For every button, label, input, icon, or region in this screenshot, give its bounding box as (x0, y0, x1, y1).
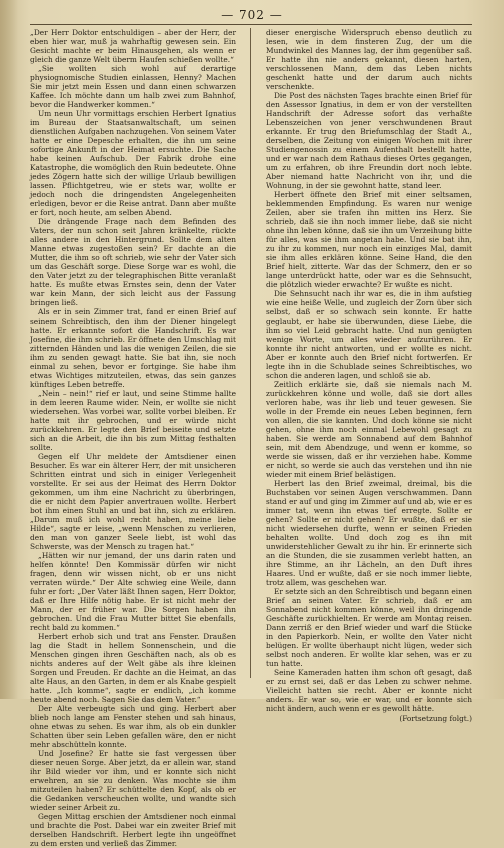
paragraph: „Sie wollten sich wohl auf derartige physiognomische Studien einlassen, Henny? Machen Sie mir jetzt mein Essen und dann einen schwarzen Kaffee. Ich möchte dann um halb zwei zum Bahnhof, bevor die Handwerker kommen.“ (30, 64, 236, 110)
paragraph: Der Alte verbeugte sich und ging. Herbert aber blieb noch lange am Fenster stehen und sah hinaus, ohne etwas zu sehen. Es war ihm, als ob ein dunkler Schatten über sein Leben gefallen wäre, den er nicht mehr abschütteln konnte. (30, 704, 236, 750)
paragraph: Als er in sein Zimmer trat, fand er einen Brief auf seinem Schreibtisch, den ihm der Diener hingelegt hatte. Er erkannte sofort die Handschrift. Es war Josefine, die ihm schrieb. Er öffnete den Umschlag mit zitternden Händen und las die wenigen Zeilen, die sie ihm zu senden gewagt hatte. Sie bat ihn, sie noch einmal zu sehen, bevor er fortginge. Sie habe ihm etwas Wichtiges mitzuteilen, etwas, das sein ganzes künftiges Leben betreffe. (30, 307, 236, 389)
continuation-note: (Fortsetzung folgt.) (399, 714, 472, 724)
paragraph: Die drängende Frage nach dem Befinden des Vaters, der nun schon seit Jahren kränkelte, rückte alles andere in den Hintergrund. Sollte dem alten Manne etwas zugestoßen sein? Er dachte an die Mutter, die ihm so oft schrieb, wie sehr der Vater sich um das Geschäft sorge. Diese Sorge war es wohl, die den Vater jetzt zu der telegraphischen Bitte veranlaßt hatte. Es mußte etwas Ernstes sein, denn der Vater war kein Mann, der sich leicht aus der Fassung bringen ließ. (30, 217, 236, 308)
paragraph: Die Sehnsucht nach ihr war es, die in ihm aufstieg wie eine heiße Welle, und zugleich der Zorn über sich selbst, daß er so schwach sein konnte. Er hatte geglaubt, er habe sie überwunden, diese Liebe, die ihm so viel Leid gebracht hatte. Und nun genügten wenige Worte, um alles wieder aufzurühren. Er konnte ihr nicht antworten, und er wollte es nicht. Aber er konnte auch den Brief nicht fortwerfen. Er legte ihn in die Schublade seines Schreibtisches, wo schon die anderen lagen, und schloß sie ab. (266, 289, 472, 380)
paragraph: dieser energische Widerspruch ebenso deutlich zu lesen, wie in dem finsteren Zug, der um die Mundwinkel des Mannes lag, der ihm gegenüber saß. Er hatte ihn nie anders gekannt, diesen harten, verschlossenen Mann, dem das Leben nichts geschenkt hatte und der darum auch nichts verschenkte. (266, 28, 472, 92)
paragraph: Herbert öffnete den Brief mit einer seltsamen, beklemmenden Empfindung. Es waren nur wenige Zeilen, aber sie trafen ihn mitten ins Herz. Sie schrieb, daß sie ihn noch immer liebe, daß sie nicht ohne ihn leben könne, daß sie ihn um Verzeihung bitte für alles, was sie ihm angetan habe. Und sie bat ihn, zu ihr zu kommen, nur noch ein einziges Mal, damit sie ihm alles erklären könne. Seine Hand, die den Brief hielt, zitterte. War das der Schmerz, den er so lange unterdrückt hatte, oder war es die Sehnsucht, die plötzlich wieder erwachte? Er wußte es nicht. (266, 190, 472, 290)
paragraph: Gegen elf Uhr meldete der Amtsdiener einen Besucher. Es war ein älterer Herr, der mit unsicheren Schritten eintrat und sich in einiger Verlegenheit vorstellte. Er sei aus der Heimat des Herrn Doktor gekommen, um ihm eine Nachricht zu überbringen, die er nicht dem Papier anvertrauen wollte. Herbert bot ihm einen Stuhl an und bat ihn, sich zu erklären. „Darum muß ich wohl recht haben, meine liebe Hilde“, sagte er leise, „wenn Menschen zu verlieren, den man von ganzer Seele liebt, ist wohl das Schwerste, was der Mensch zu tragen hat.“ (30, 451, 236, 551)
paragraph: Die Post des nächsten Tages brachte einen Brief für den Assessor Ignatius, in dem er von der verstellten Handschrift der Adresse sofort das verhaßte Lebenszeichen von jener verschwundenen Braut erkannte. Er trug den Briefumschlag der Stadt A., derselben, die Zeitung von einigen Wochen mit ihrer Studiengenossin zu einem Aufenthalt bestellt hatte, und er war nach dem Rathaus dieses Ortes gegangen, um zu erfahren, ob ihre Freundin dort noch lebte. Aber niemand hatte Nachricht von ihr, und die Wohnung, in der sie gewohnt hatte, stand leer. (266, 91, 472, 191)
paragraph: „Nein – nein!“ rief er laut, und seine Stimme hallte in dem leeren Raume wider. Nein, er wollte sie nicht wiedersehen. Was vorbei war, sollte vorbei bleiben. Er hatte mit ihr gebrochen, und er würde nicht zurückkehren. Er legte den Brief beiseite und setzte sich an die Arbeit, die ihn bis zum Mittag festhalten sollte. (30, 388, 236, 452)
paragraph: Seine Kameraden hatten ihm schon oft gesagt, daß er zu ernst sei, daß er das Leben zu schwer nehme. Vielleicht hatten sie recht. Aber er konnte nicht anders. Er war so, wie er war, und er konnte sich nicht ändern, auch wenn er es gewollt hätte. (266, 668, 472, 714)
paragraph: Er setzte sich an den Schreibtisch und begann einen Brief an seinen Vater. Er schrieb, daß er am Sonnabend nicht kommen könne, weil ihn dringende Geschäfte zurückhielten. Er werde am Montag reisen. Dann zerriß er den Brief wieder und warf die Stücke in den Papierkorb. Nein, er wollte den Vater nicht belügen. Er wollte überhaupt nicht lügen, weder sich selbst noch anderen. Er wollte klar sehen, was er zu tun hatte. (266, 586, 472, 669)
text-column-right (266, 28, 472, 724)
paragraph: Um neun Uhr vormittags erschien Herbert Ignatius im Bureau der Staatsanwaltschaft, um seinen dienstlichen Aufgaben nachzugehen. Von seinem Vater hatte er eine Depesche erhalten, die ihn um seine sofortige Ankunft in der Heimat ersuchte. Die Sache habe keinen Aufschub. Der Fabrik drohe eine Katastrophe, die womöglich den Ruin bedeutete. Ohne jedes Zögern hatte sich der willige Urlaub bewilligen lassen. Pflichtgetreu, wie er stets war, wollte er jedoch noch die dringendsten Angelegenheiten erledigen, bevor er die Reise antrat. Dann aber mußte er fort, noch heute, am selben Abend. (30, 109, 236, 218)
paragraph: Herbert erhob sich und trat ans Fenster. Draußen lag die Stadt in hellem Sonnenschein, und die Menschen gingen ihren Geschäften nach, als ob es nichts anderes auf der Welt gäbe als ihre kleinen Sorgen und Freuden. Er dachte an die Heimat, an das alte Haus, an den Garten, in dem er als Knabe gespielt hatte. „Ich komme“, sagte er endlich, „ich komme heute abend noch. Sagen Sie das dem Vater.“ (30, 632, 236, 705)
header-rule (30, 24, 472, 25)
paragraph: „Der Herr Doktor entschuldigen – aber der Herr, der eben hier war, muß ja wahrhaftig gewesen sein. Ein Gesicht machte er beim Hinausgehen, als wenn er gleich die ganze Welt überm Haufen schießen wollte.“ (30, 28, 236, 65)
paragraph: Und Josefine? Er hatte sie fast vergessen über dieser neuen Sorge. Aber jetzt, da er allein war, stand ihr Bild wieder vor ihm, und er konnte sich nicht erwehren, an sie zu denken. Was mochte sie ihm mitzuteilen haben? Er schüttelte den Kopf, als ob er die Gedanken verscheuchen wollte, und wandte sich wieder seiner Arbeit zu. (30, 749, 236, 813)
page-number: — 702 — (221, 8, 283, 22)
column-divider (250, 28, 251, 678)
paragraph: Zeitlich erklärte sie, daß sie niemals nach M. zurückkehren könne und wolle, daß sie dort alles verloren habe, was ihr lieb und teuer gewesen. Sie wolle in der Fremde ein neues Leben beginnen, fern von allen, die sie kannten. Und doch könne sie nicht gehen, ohne ihm noch einmal Lebewohl gesagt zu haben. Sie werde am Sonnabend auf dem Bahnhof sein, mit dem Abendzuge, und wenn er komme, so werde sie wissen, daß er ihr verziehen habe. Komme er nicht, so werde sie auch das verstehen und ihn nie wieder mit einem Brief belästigen. (266, 379, 472, 479)
paragraph: Gegen Mittag erschien der Amtsdiener noch einmal und brachte die Post. Dabei war ein zweiter Brief mit derselben Handschrift. Herbert legte ihn ungeöffnet zu dem ersten und verließ das Zimmer. (30, 812, 236, 848)
text-column-left (30, 28, 236, 848)
paragraph: „Hätten wir nur jemand, der uns darin raten und helfen könnte! Den Kommissär dürfen wir nicht fragen, denn wir wissen nicht, ob er uns nicht verraten würde.“ Der Alte schwieg eine Weile, dann fuhr er fort: „Der Vater läßt Ihnen sagen, Herr Doktor, daß er Ihre Hilfe nötig habe. Er ist nicht mehr der Mann, der er früher war. Die Sorgen haben ihn gebrochen. Und die Frau Mutter bittet Sie ebenfalls, recht bald zu kommen.“ (30, 550, 236, 633)
binding-shadow (0, 0, 18, 699)
paragraph: Herbert las den Brief zweimal, dreimal, bis die Buchstaben vor seinen Augen verschwammen. Dann stand er auf und ging im Zimmer auf und ab, wie er es immer tat, wenn ihn etwas tief erregte. Sollte er gehen? Sollte er nicht gehen? Er wußte, daß er sie nicht wiedersehen durfte, wenn er seinen Frieden behalten wollte. Und doch zog es ihn mit unwiderstehlicher Gewalt zu ihr hin. Er erinnerte sich an die Stunden, die sie zusammen verlebt hatten, an ihre Stimme, an ihr Lächeln, an den Duft ihres Haares. Und er wußte, daß er sie noch immer liebte, trotz allem, was geschehen war. (266, 478, 472, 587)
